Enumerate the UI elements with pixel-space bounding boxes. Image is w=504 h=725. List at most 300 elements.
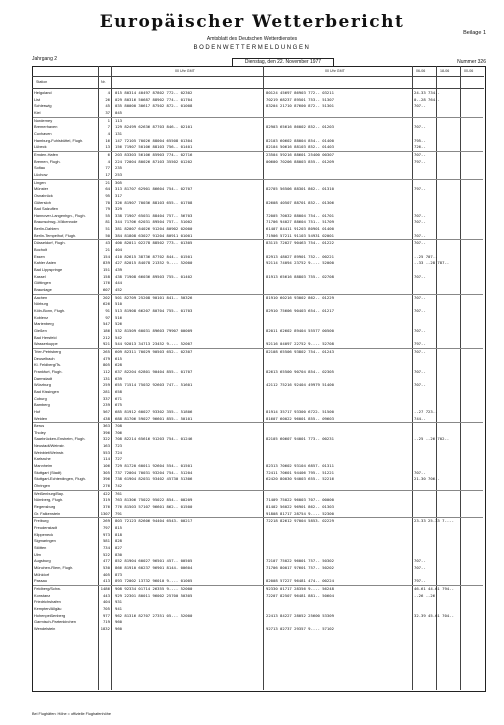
table-row (33, 315, 483, 322)
obs-00: 81402 56022 96901 862-- 01303 (266, 504, 334, 510)
obs-12: 962 81316 82707 27351 05--- 52000 (115, 612, 193, 618)
station-name: Münster (34, 186, 49, 192)
obs-00: 61407 84411 91203 80901 01400 (266, 226, 334, 232)
obs-12: 671 (115, 395, 123, 401)
station-number: 239 (102, 402, 110, 408)
table-row (33, 362, 483, 369)
table-row (33, 504, 483, 511)
obs-12: 791 (115, 510, 123, 516)
precip-codes: 707-- (414, 240, 426, 246)
station-number: 404 (102, 599, 110, 605)
station-number: 114 (102, 456, 110, 462)
obs-12: 400 82011 02278 88502 773-- 01305 (115, 240, 193, 246)
table-row (33, 254, 483, 261)
table-row (33, 369, 483, 376)
obs-12: 960 (115, 625, 123, 631)
station-number: 17 (105, 171, 110, 177)
station-number: 567 (102, 408, 110, 414)
station-name: Bocholt (34, 247, 47, 253)
table-row (33, 402, 483, 409)
station-number: 4 (107, 158, 110, 164)
obs-12: 317 (115, 192, 123, 198)
beilage-label: Beilage 1 (463, 30, 486, 36)
table-row (33, 585, 483, 593)
precip-codes: 795-- (414, 137, 426, 143)
table-row (33, 613, 483, 620)
table-row (33, 328, 483, 335)
precip-codes: 32-39 45-61 704-- (414, 612, 454, 618)
station-number: 522 (102, 551, 110, 557)
table-row (33, 159, 483, 166)
station-number: 21 (105, 179, 110, 185)
station-name: Koblenz (34, 314, 49, 320)
table-row (33, 483, 483, 490)
precip-codes: 726-- (414, 144, 426, 150)
station-number: 1 (107, 117, 110, 123)
issue-number: Nummer 326 (457, 59, 486, 65)
station-name: Aachen (34, 294, 48, 300)
station-name: Bad Salzuflen (34, 206, 59, 212)
station-name: München-Riem, Flugh. (34, 564, 74, 570)
obs-00: 71706 80017 97601 757-- 50202 (266, 564, 334, 570)
precip-codes: 744-- (414, 415, 426, 421)
station-number: 151 (102, 267, 110, 273)
obs-12: 708 82214 65616 91203 754-- 01246 (115, 436, 193, 442)
station-name: Wendelstein (34, 625, 56, 631)
precip-codes: 707-- (414, 232, 426, 238)
station-name: Braunschwg.-Völkenrode (34, 219, 78, 225)
obs-12: 235 (115, 165, 123, 171)
station-number: 43 (105, 240, 110, 246)
station-name: Weiden (34, 415, 48, 421)
table-row (33, 280, 483, 287)
station-number: 797 (102, 525, 110, 530)
obs-00: 83204 21710 87600 872-- 51301 (266, 103, 334, 109)
station-name: Köln-Bonn, Flugh. (34, 308, 66, 313)
table-row (33, 511, 483, 518)
station-number: 259 (102, 382, 110, 388)
station-name: Frankfurt, Flugh. (34, 368, 63, 374)
station-name: Osnabrück (34, 192, 53, 198)
station-number: 626 (102, 301, 110, 307)
table-row (33, 497, 483, 504)
station-number: 4 (107, 130, 110, 136)
table-row (33, 450, 483, 457)
table-row (33, 274, 483, 281)
table-row (33, 436, 483, 443)
station-name: List (34, 96, 41, 102)
station-name: Soltau (34, 165, 46, 171)
header-divider (32, 76, 484, 77)
r1-header: 06-06 (416, 69, 426, 73)
obs-12: 929 22301 80011 96002 25700 50305 (115, 592, 193, 598)
table-row (33, 552, 483, 559)
station-name: Marienberg (34, 321, 54, 327)
precip-codes: --33 --28 787-- (414, 260, 450, 266)
table-row (33, 287, 483, 294)
obs-00: 82913 48027 89901 752-- 00221 (266, 253, 334, 259)
table-row (33, 301, 483, 308)
obs-12: 815 (115, 525, 123, 530)
table-row (33, 545, 483, 552)
table-row (33, 606, 483, 613)
station-name: Hohenpeißenberg (34, 612, 66, 618)
r3-header: 00-06 (464, 69, 474, 73)
obs-00: 82705 56506 88301 862-- 01310 (266, 186, 334, 192)
precip-codes: 707-- (414, 368, 426, 374)
obs-12: 763 81306 75022 95022 854-- 00209 (115, 497, 193, 503)
table-row (33, 422, 483, 430)
station-header: Station (36, 80, 48, 84)
obs-12: 615 (115, 355, 123, 361)
precip-codes: 707-- (414, 327, 426, 333)
station-number: 977 (102, 612, 110, 618)
precip-codes: --26 --26 (414, 592, 436, 598)
obs-12: 224 72004 80026 87103 35502 01202 (115, 158, 193, 164)
station-number: 202 (102, 294, 110, 300)
obs-12: 827 (115, 544, 123, 550)
table-row (33, 172, 483, 179)
obs-00: 72411 70601 94406 795-- 51221 (266, 469, 334, 475)
table-row (33, 206, 483, 213)
station-name: Hannover-Langenhgn., Flugh. (34, 212, 86, 218)
table-row (33, 335, 483, 342)
obs-12: 452 (115, 287, 123, 293)
obs-12: 035 80000 30617 87502 872-- 01008 (115, 103, 193, 109)
station-number: 70 (105, 199, 110, 205)
station-number: 921 (102, 341, 110, 347)
obs-12: 326 81907 70036 88103 655-- 01708 (115, 199, 193, 205)
table-row (33, 599, 483, 606)
station-number: 973 (102, 531, 110, 537)
obs-12: 029 80316 50687 88902 774-- 01704 (115, 96, 193, 102)
obs-12: 737 72004 70031 93204 754-- 51204 (115, 469, 193, 475)
obs-12-header: 00 Uhr GMT (175, 69, 195, 73)
obs-12: 960 (115, 619, 123, 625)
table-row (33, 593, 483, 600)
obs-00-header: 00 Uhr GMT (325, 69, 345, 73)
station-number: 50 (105, 232, 110, 238)
station-name: Weinbiet/Weinstr. (34, 449, 65, 455)
station-number: 64 (105, 186, 110, 192)
table-row (33, 117, 483, 125)
obs-12: 931 (115, 599, 123, 605)
obs-12: 156 71907 50106 88103 756-- 01401 (115, 144, 193, 150)
station-name: Freiburg (34, 518, 49, 524)
section-title: BODENWETTERMELDUNGEN (193, 45, 311, 51)
station-number: 607 (102, 287, 110, 293)
obs-12: 344 71706 62031 89504 757-- 51002 (115, 219, 193, 225)
station-number: 705 (102, 605, 110, 611)
table-row (33, 348, 483, 356)
table-row (33, 409, 483, 416)
obs-12: 338 71907 65031 88404 757-- 56703 (115, 212, 193, 218)
station-number: 396 (102, 429, 110, 435)
obs-00: 71906 57211 91103 54931 02001 (266, 232, 334, 238)
station-name: Kiel (34, 109, 41, 115)
station-number: 319 (102, 497, 110, 503)
station-number: 1832 (100, 625, 110, 631)
station-name: Kl. Feldberg/Ts. (34, 362, 62, 368)
obs-12: 305 (115, 179, 123, 185)
station-table (33, 90, 483, 633)
table-row (33, 517, 483, 525)
station-name: Gütersloh (34, 199, 51, 205)
obs-00: 81913 65616 88803 755-- 02708 (266, 273, 334, 279)
station-name: Bremen, Flugh. (34, 158, 61, 164)
obs-12: 675 (115, 402, 123, 408)
station-name: Neustadt/Weinstr. (34, 443, 65, 449)
station-number: 413 (102, 578, 110, 584)
table-row (33, 538, 483, 545)
obs-00: 82104 50616 88103 852-- 01403 (266, 144, 334, 150)
obs-12: 738 61904 82031 93402 45730 51306 (115, 476, 193, 482)
table-row (33, 186, 483, 193)
obs-00: 81914 35717 93300 6722- 51500 (266, 408, 334, 414)
station-name: Mannheim (34, 463, 53, 469)
obs-12: 329 (115, 206, 123, 212)
obs-12: 526 (115, 321, 123, 327)
obs-12: 438 71908 66036 89503 755-- 01402 (115, 273, 193, 279)
obs-00: 82313 70602 93104 6857- 01311 (266, 463, 334, 469)
obs-12: 381 82007 64026 91204 80902 02000 (115, 226, 193, 232)
station-name: Nörburg (34, 301, 49, 307)
station-number: 37 (105, 109, 110, 115)
precip-codes: 23-33 25-33 7---- (414, 518, 454, 524)
obs-12: 776 81503 57107 96601 862-- 01500 (115, 504, 193, 510)
precip-codes: 707-- (414, 294, 426, 300)
table-row (33, 430, 483, 437)
station-name: Würzburg (34, 382, 51, 388)
obs-12: 818 (115, 531, 123, 537)
station-number: 438 (102, 415, 110, 421)
precip-codes: 24-33 734-- (414, 90, 440, 95)
station-name: Mühldorf (34, 571, 50, 577)
obs-12: 542 (115, 334, 123, 340)
obs-12: 113 (115, 117, 123, 123)
obs-12: 131 (115, 130, 123, 136)
obs-12: 427 82015 84078 21352 9---- 52000 (115, 260, 193, 266)
station-number: 154 (102, 253, 110, 259)
station-number: 276 (102, 483, 110, 489)
obs-12: 727 (115, 456, 123, 462)
station-name: Kahler Asten (34, 260, 57, 266)
precip-codes: 707-- (414, 212, 426, 218)
station-name: Braunlage (34, 287, 52, 293)
obs-12: 830 (115, 551, 123, 557)
station-number: 839 (102, 260, 110, 266)
obs-12: 203 83303 56106 85903 774-- 02716 (115, 151, 193, 157)
obs-00: 82910 75606 90403 654-- 01217 (266, 308, 334, 313)
table-row (33, 226, 483, 233)
station-name: Hamburg-Fuhlsbüttel, Flugh. (34, 137, 84, 143)
obs-12: 658 (115, 388, 123, 394)
obs-12: 313 81707 62901 86604 754-- 02707 (115, 186, 193, 192)
station-name: Garmisch-Partenkirchen (34, 619, 76, 625)
station-number: 163 (102, 443, 110, 449)
obs-12: 639 (115, 375, 123, 381)
table-row (33, 476, 483, 483)
table-row (33, 389, 483, 396)
station-number: 91 (105, 308, 110, 313)
station-name: Lübeck (34, 144, 47, 150)
obs-00: 71409 75022 96003 707-- 00000 (266, 497, 334, 503)
station-number: 97 (105, 314, 110, 320)
footer-note: Bei Flughäfen: Höhe = offizielle Flughafenhöhe (32, 712, 111, 716)
obs-12: 655 71514 75032 92603 747-- 51601 (115, 382, 193, 388)
obs-12: 532 81509 60031 89603 79907 00009 (115, 327, 193, 333)
station-number: 443 (102, 592, 110, 598)
table-row (33, 532, 483, 539)
precip-codes: 21-30 706-- (414, 476, 440, 482)
station-number: 479 (102, 355, 110, 361)
obs-12: 828 (115, 538, 123, 544)
station-name: Freudenstadt (34, 525, 57, 530)
obs-12: 253 (115, 171, 123, 177)
obs-12: 384 81808 63027 91204 80911 01001 (115, 232, 193, 238)
header-divider (32, 88, 484, 89)
obs-00: 82608 40507 88701 852-- 01306 (266, 199, 334, 205)
obs-00: 00600 70206 88003 855-- 01209 (266, 158, 334, 164)
r2-header: 18-06 (440, 69, 450, 73)
obs-12: 803 72123 82606 94404 6543- 00217 (115, 518, 193, 524)
obs-00: 82011 62602 89404 55577 00500 (266, 327, 334, 333)
table-row (33, 578, 483, 585)
obs-12: 866 81910 60237 96901 8144- 00604 (115, 564, 193, 570)
precip-codes: 707-- (414, 564, 426, 570)
station-name: Saarbrücken-Ensheim, Flugh. (34, 436, 86, 442)
station-number: 55 (105, 212, 110, 218)
station-number: 106 (102, 463, 110, 469)
obs-12: 908 92334 01714 26355 9---- 52000 (115, 585, 193, 591)
obs-00: 72107 75022 96001 757-- 50302 (266, 558, 334, 564)
table-row (33, 416, 483, 423)
station-number: 396 (102, 476, 110, 482)
obs-00: 71706 94027 88604 751-- 51709 (266, 219, 334, 225)
station-name: Wasserkuppe (34, 341, 58, 347)
table-row (33, 443, 483, 450)
obs-12: 516 (115, 314, 123, 320)
table-row (33, 97, 483, 104)
obs-00: 70219 68237 89501 753-- 51307 (266, 96, 334, 102)
table-row (33, 260, 483, 267)
table-row (33, 356, 483, 363)
precip-codes: --25 707-- (414, 253, 438, 259)
station-number: 77 (105, 165, 110, 171)
table-row (33, 321, 483, 328)
table-row (33, 131, 483, 138)
obs-00: 72218 82612 97004 5853- 02229 (266, 518, 334, 524)
station-number: 734 (102, 544, 110, 550)
station-name: Karlsruhe (34, 456, 51, 462)
obs-12: 015 80314 40497 87802 772-- 02302 (115, 90, 193, 95)
station-number: 131 (102, 375, 110, 381)
obs-12: 501 82709 25208 90101 841-- 50326 (115, 294, 193, 300)
station-name: Kempten/Allgäu (34, 605, 62, 611)
precip-codes: 46-61 44-61 794-- (414, 585, 454, 591)
precip-codes: 797-- (414, 341, 426, 347)
nr-header: Nr. (101, 80, 106, 84)
obs-00: 62420 80030 94003 655-- 52216 (266, 476, 334, 482)
station-number: 112 (102, 368, 110, 374)
station-number: 477 (102, 558, 110, 564)
obs-00: 82008 57227 96481 474-- 00224 (266, 578, 334, 584)
station-name: Regensburg (34, 504, 56, 510)
table-row (33, 247, 483, 254)
table-row (33, 179, 483, 187)
station-number: 176 (102, 280, 110, 286)
table-row (33, 396, 483, 403)
table-row (33, 565, 483, 572)
precip-codes: 707-- (414, 558, 426, 564)
obs-12: 852 81904 60027 96501 457-- 00505 (115, 558, 193, 564)
table-row (33, 490, 483, 498)
obs-00: 92116 04097 22752 9---- 52708 (266, 341, 334, 347)
station-number: 21 (105, 247, 110, 253)
station-name: Sigmaringen (34, 538, 56, 544)
obs-12: 729 81720 60011 92604 554-- 01501 (115, 463, 193, 469)
station-number: 547 (102, 321, 110, 327)
station-name: Deuselbach (34, 355, 55, 361)
table-row (33, 463, 483, 470)
station-number: 4 (107, 90, 110, 95)
obs-12: 045 (115, 109, 123, 115)
precip-codes: 0--28 764-- (414, 96, 440, 102)
station-name: Bad Kissingen (34, 388, 59, 394)
obs-12: 688 81706 59027 96601 855-- 50101 (115, 415, 193, 421)
table-row (33, 103, 483, 110)
station-name: Helgoland (34, 90, 52, 95)
precip-codes: 707-- (414, 219, 426, 225)
obs-00: 91808 81717 28754 9---- 52300 (266, 510, 334, 516)
station-number: 51 (105, 226, 110, 232)
table-row (33, 151, 483, 159)
station-name: Berlin-Dahlem (34, 226, 59, 232)
table-row (33, 525, 483, 532)
station-name: Hof (34, 408, 41, 414)
station-number: 269 (102, 518, 110, 524)
station-number: 422 (102, 490, 110, 496)
station-name: Stötten (34, 544, 47, 550)
table-row (33, 294, 483, 302)
station-number: 405 (102, 571, 110, 577)
table-row (33, 382, 483, 389)
obs-00: 83115 72027 90463 754-- 01222 (266, 240, 334, 246)
station-number: 158 (102, 273, 110, 279)
station-number: 805 (102, 362, 110, 368)
station-number: 16 (105, 137, 110, 143)
station-name: Düsseldorf, Flugh. (34, 240, 66, 246)
report-subtitle: Amtsblatt des Deutschen Wetterdienstes (206, 36, 298, 42)
station-number: 81 (105, 219, 110, 225)
table-row (33, 233, 483, 240)
station-name: Essen (34, 253, 45, 259)
precip-codes: 707-- (414, 124, 426, 130)
table-row (33, 193, 483, 200)
table-row (33, 110, 483, 117)
station-number: 1307 (100, 510, 110, 516)
station-name: Trier-Petrisberg (34, 348, 61, 354)
station-name: Feldberg/Schw. (34, 585, 61, 591)
station-name: Friedrichshafen (34, 599, 61, 605)
station-name: Kassel (34, 273, 46, 279)
obs-00: 80124 45697 86903 772-- 03211 (266, 90, 334, 95)
date-box: Dienstag, den 22. November 1977 (232, 58, 334, 67)
table-row (33, 376, 483, 383)
station-name: Coburg (34, 395, 47, 401)
station-name: Darmstadt (34, 375, 52, 381)
obs-12: 761 (115, 490, 123, 496)
